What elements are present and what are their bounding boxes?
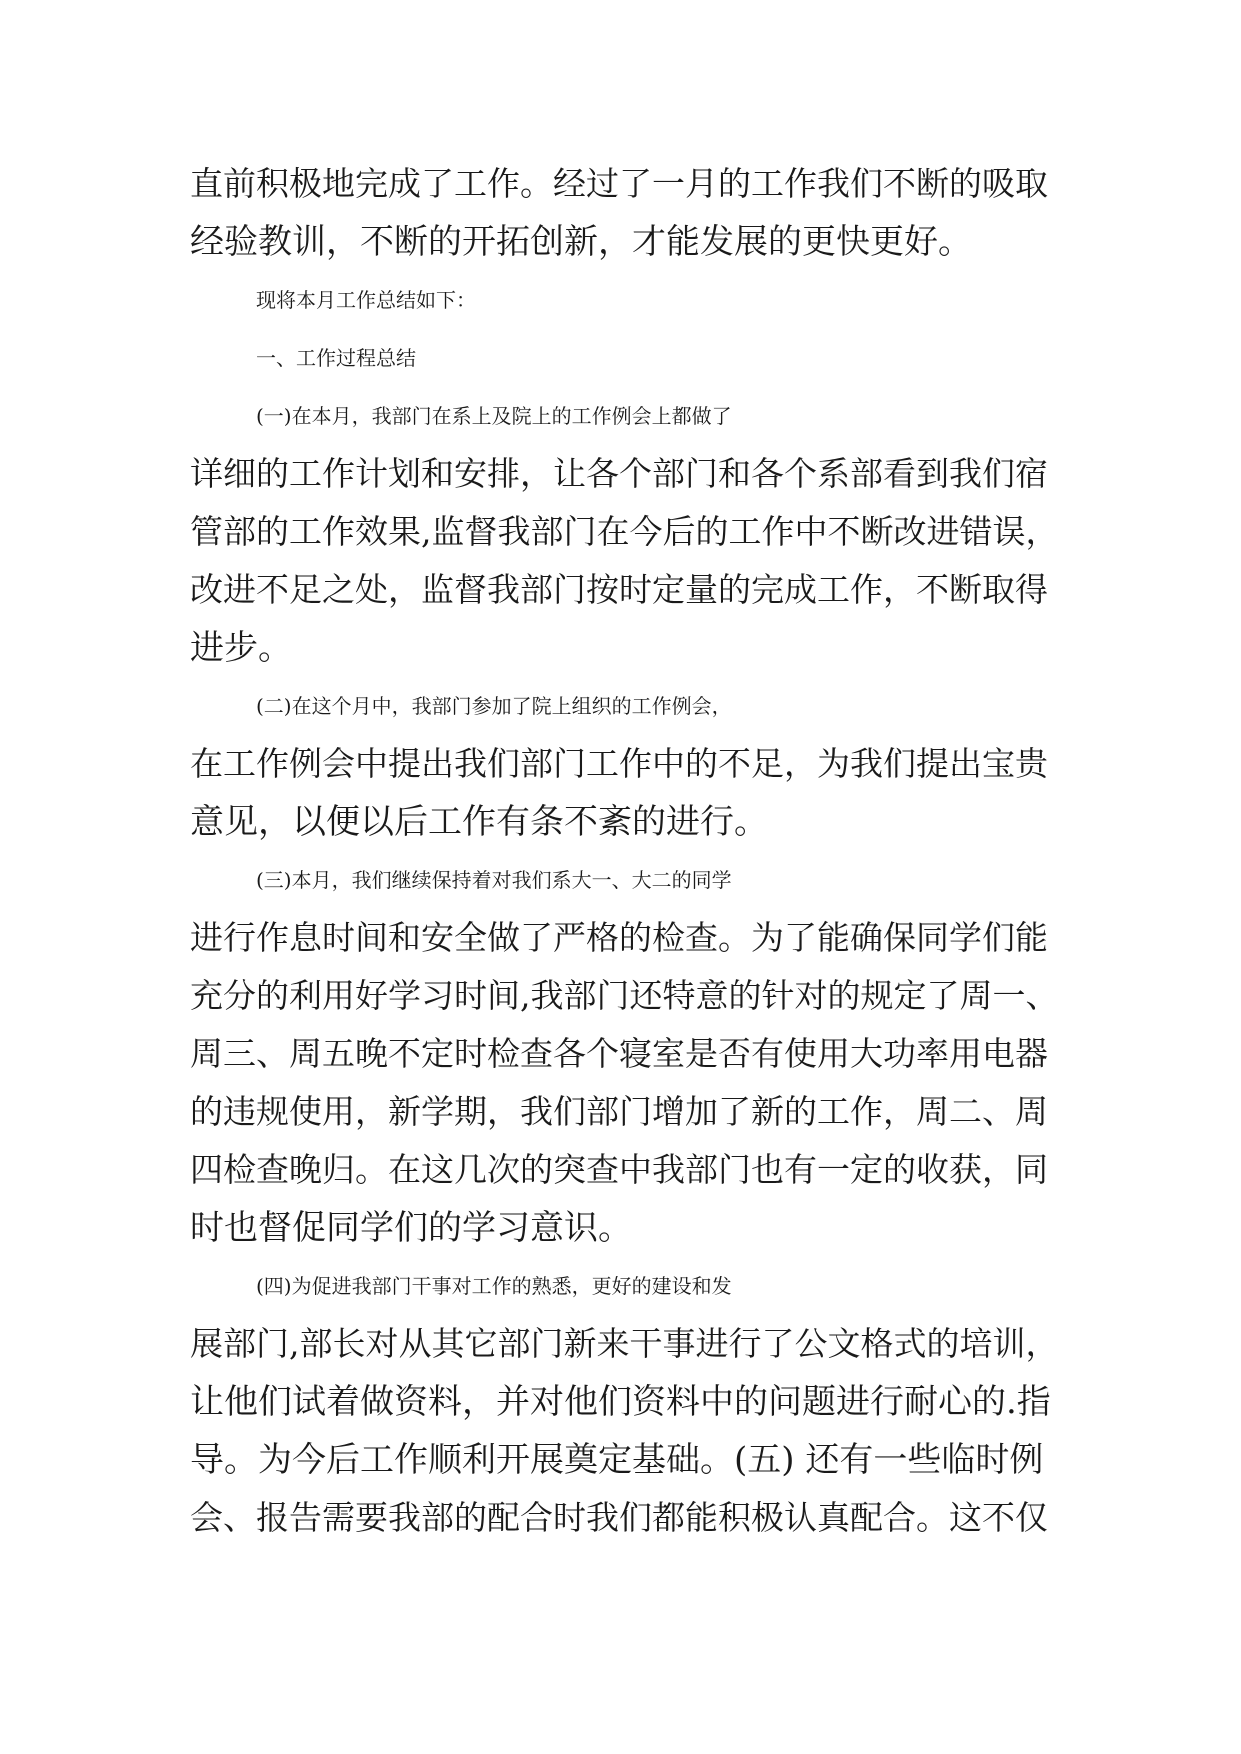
text-line: (一)在本月，我部门在系上及院上的工作例会上都做了 <box>256 404 732 428</box>
text-line: 会、报告需要我部的配合时我们都能积极认真配合。这不仅 <box>190 1498 1048 1537</box>
text-line: 经验教训，不断的开拓创新，才能发展的更快更好。 <box>190 222 972 262</box>
text-line: 改进不足之处，监督我部门按时定量的完成工作，不断取得 <box>190 570 1048 609</box>
text-line: 直前积极地完成了工作。经过了一月的工作我们不断的吸取 <box>190 164 1048 203</box>
text-line: 现将本月工作总结如下： <box>256 288 476 312</box>
text-line: 进步。 <box>190 628 292 668</box>
text-line: 时也督促同学们的学习意识。 <box>190 1208 632 1248</box>
text-line: (二)在这个月中，我部门参加了院上组织的工作例会， <box>256 694 732 718</box>
text-line: 让他们试着做资料，并对他们资料中的问题进行耐心的.指 <box>190 1382 1051 1422</box>
text-line: 充分的利用好学习时间,我部门还特意的针对的规定了周一、 <box>190 976 1059 1015</box>
text-line: 四检查晚归。在这几次的突查中我部门也有一定的收获，同 <box>190 1150 1048 1189</box>
text-line: (三)本月，我们继续保持着对我们系大一、大二的同学 <box>256 868 732 892</box>
text-line: 的违规使用，新学期，我们部门增加了新的工作，周二、周 <box>190 1092 1048 1131</box>
text-line: 周三、周五晚不定时检查各个寝室是否有使用大功率用电器 <box>190 1034 1048 1073</box>
text-line: 展部门,部长对从其它部门新来干事进行了公文格式的培训， <box>190 1324 1059 1363</box>
text-line: 详细的工作计划和安排，让各个部门和各个系部看到我们宿 <box>190 454 1048 493</box>
text-line: 意见，以便以后工作有条不紊的进行。 <box>190 802 768 842</box>
text-line: (四)为促进我部门干事对工作的熟悉，更好的建设和发 <box>256 1274 732 1298</box>
text-line: 导。为今后工作顺利开展奠定基础。(五) 还有一些临时例 <box>190 1440 1044 1480</box>
text-line: 在工作例会中提出我们部门工作中的不足，为我们提出宝贵 <box>190 744 1048 783</box>
text-line: 管部的工作效果,监督我部门在今后的工作中不断改进错误， <box>190 512 1059 551</box>
section-heading: 一、工作过程总结 <box>256 346 416 370</box>
text-line: 进行作息时间和安全做了严格的检查。为了能确保同学们能 <box>190 918 1048 957</box>
